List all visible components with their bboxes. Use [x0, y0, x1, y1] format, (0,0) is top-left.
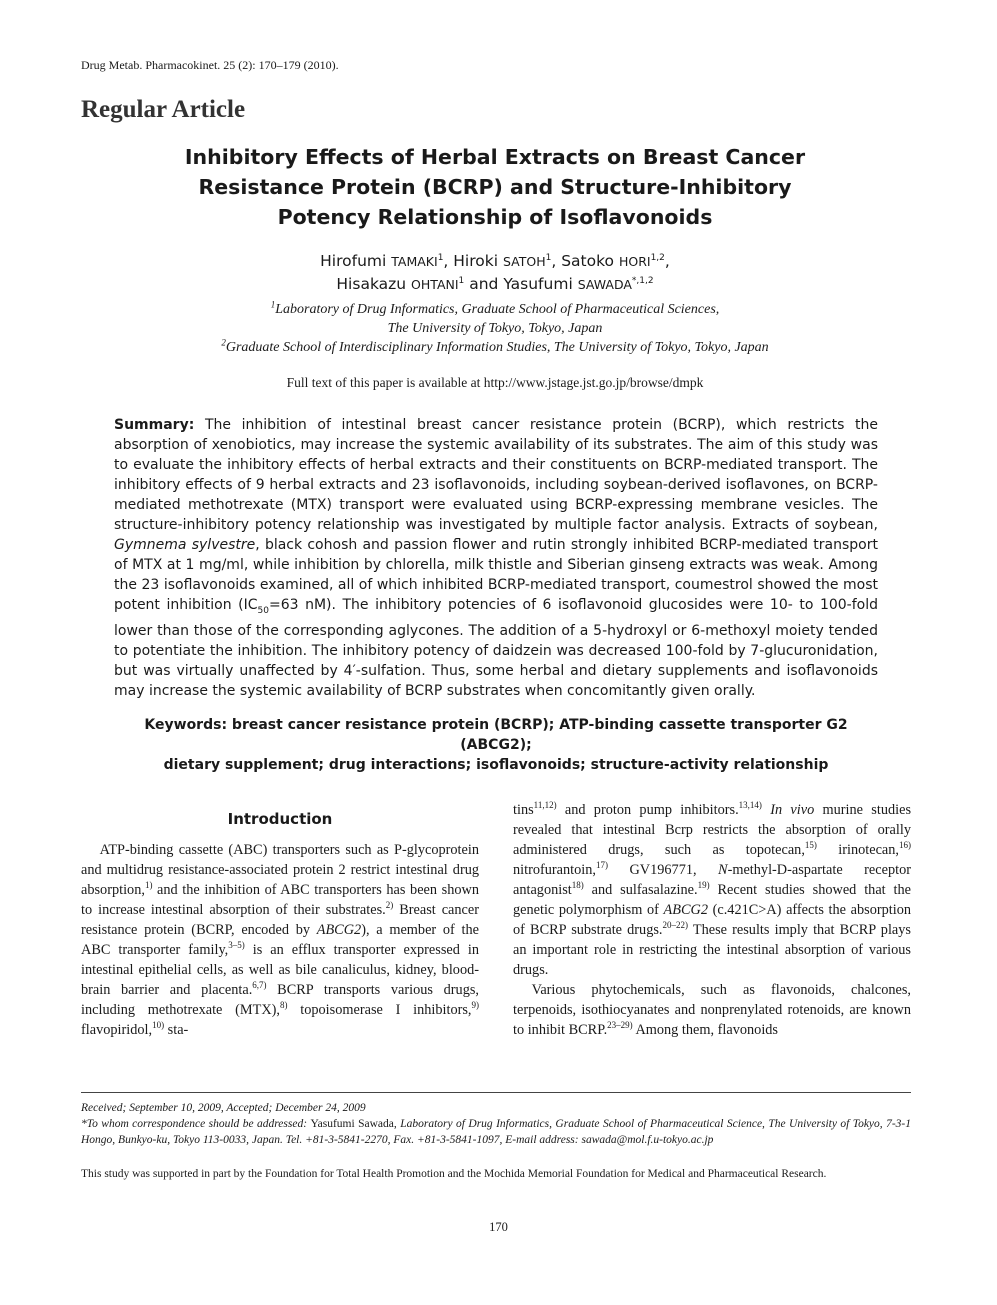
author-first-name: Hiroki: [453, 252, 499, 270]
keywords-line: dietary supplement; drug interactions; isoflavonoids; structure-activity relationship: [163, 757, 829, 773]
title-line: Resistance Protein (BCRP) and Structure-Inhibitory: [198, 175, 792, 199]
page-number: 170: [489, 1220, 508, 1234]
title-line: Inhibitory Effects of Herbal Extracts on Breast Cancer: [184, 145, 806, 169]
citation-ref: 9): [471, 1000, 479, 1011]
author-last-name: SAWADA: [577, 277, 632, 292]
correspondence-note: *To whom correspondence should be addressed: Yasufumi Sawada, Laboratory of Drug Informatics, Graduate School of Pharmaceutical Science, The University of Tokyo, 7-3-1 Hongo, Bunkyo-ku, Tokyo 113-0033, Japan. Tel. +81-3-5841-2270, Fax. +81-3-5841-1097, E-mail address: sawada@mol.f.u-tokyo.ac.jp: [81, 1118, 912, 1146]
author-affil-sup: 1: [545, 252, 552, 263]
citation-ref: 3–5): [228, 940, 245, 951]
citation-ref: 8): [280, 1000, 288, 1011]
summary-text: The inhibition of intestinal breast cancer resistance protein (BCRP), which restricts the absorption of xenobiotics, may increase the systemic availability of its substrates. The aim of this study was to evaluate the inhibitory effects of herbal extracts and their constituents on BCRP-mediated transport. The inhibitory effects of 9 herbal extracts and 23 isoflavonoids, including soybean-derived isoflavones, on BCRP-mediated methotrexate (MTX) transport were evaluated using BCRP-expressing membrane vesicles. The structure-inhibitory potency relationship was investigated by multiple factor analysis. Extracts of soybean,: [114, 417, 878, 533]
summary-label: Summary:: [114, 417, 195, 433]
citation-ref: 18): [571, 880, 584, 891]
summary-text: , black cohosh and passion flower and rutin strongly inhibited BCRP-mediated transport of MTX at 1 mg/ml, while inhibition by chlorella, milk thistle and Siberian ginseng extracts was weak. Among the 23 isoflavonoids examined, all of which inhibited BCRP-mediated transport, coumestrol showed the most potent inhibition (IC: [114, 537, 878, 613]
received-dates: Received; September 10, 2009, Accepted; December 24, 2009: [81, 1102, 366, 1114]
summary-text: =63 nM). The inhibitory potencies of 6 isoflavonoid glucosides were 10- to 100-fold lower than those of the corresponding aglycones. The addition of a 5-hydroxyl or 6-methoxyl moiety tended to potentiate the inhibition. The inhibitory potency of daidzein was decreased 100-fold by 7-glucuronidation, but was virtually unaffected by 4′-sulfation. Thus, some herbal and dietary supplements and isoflavonoids may increase the systemic availability of BCRP substrates when concomitantly given orally.: [114, 597, 878, 699]
funding-note: This study was supported in part by the Foundation for Total Health Promotion and the Mochida Memorial Foundation for Medical and Pharmaceutical Research.: [81, 1168, 827, 1180]
author-first-name: Hirofumi: [320, 252, 387, 270]
intro-paragraph: Various phytochemicals, such as flavonoids, chalcones, terpenoids, isothiocyanates and nonprenylated rotenoids, are known to inhibit BCRP.$^{23-29)}$ Among them, flavonoids: [513, 982, 911, 1038]
summary-species: Gymnema sylvestre: [114, 537, 256, 553]
author-affil-sup: 1: [458, 275, 465, 286]
correspondence-name: Yasufumi Sawada,: [310, 1118, 397, 1130]
author-list: Hirofumi TAMAKI$^1$, Hiroki SATOH$^1$, Satoko HORI$^{1,2}$, Hisakazu OHTANI$^1$ and Yasufumi $SAWADA^{*,1,2}$: [320, 252, 670, 293]
right-column: [513, 800, 911, 1040]
introduction-heading: Introduction: [227, 810, 333, 828]
affiliation-sup: 1: [270, 299, 276, 310]
full-text-note: Full text of this paper is available at http://www.jstage.jst.go.jp/browse/dmpk: [286, 375, 704, 390]
title-line: Potency Relationship of Isoflavonoids: [277, 205, 713, 229]
summary-abstract: [114, 415, 878, 701]
citation-ref: 2): [385, 900, 394, 911]
citation-ref: 10): [152, 1020, 165, 1031]
intro-paragraph-cont: tins$^{11,12)}$ and proton pump inhibitors.$^{13,14)}$ In vivo murine studies revealed that intestinal Bcrp restricts the absorption of orally administered drugs, such as topotecan,$^{15)}$ irinotecan,$^{16)}$ nitrofurantoin,$^{17)}$ GV196771, N-methyl-D-aspartate receptor antagonist$^{18)}$ and sulfasalazine.$^{19)}$ Recent studies showed that the genetic polymorphism of ABCG2 (c.421C>A) affects the absorption of BCRP substrate drugs.$^{20-22)}$ These results imply that BCRP plays an important role in restricting the intestinal absorption of various drugs.: [513, 800, 912, 978]
affiliation-sup: 2: [221, 337, 226, 348]
left-column: [81, 840, 479, 1040]
author-conjunction: and: [469, 275, 499, 293]
citation-ref: 20–22): [662, 920, 688, 931]
affiliation-line: Laboratory of Drug Informatics, Graduate School of Pharmaceutical Sciences,: [275, 302, 720, 317]
intro-paragraph: ATP-binding cassette (ABC) transporters such as P-glycoprotein and multidrug resistance-associated protein 2 restrict intestinal drug absorption,$^{1)}$ and the inhibition of ABC transporters has been shown to increase intestinal absorption of their substrates.$^{2)}$ Breast cancer resistance protein (BCRP, encoded by ABCG2), a member of the ABC transporter family,$^{3-5)}$ is an efflux transporter expressed in intestinal epithelial cells, as well as bile canaliculus, kidney, blood-brain barrier and placenta.$^{6,7)}$ BCRP transports various drugs, including methotrexate (MTX),$^{8)}$ topoisomerase I inhibitors,$^{9)}$ flavopiridol,$^{10)}$ sta-: [81, 842, 480, 1038]
article-title: [150, 142, 840, 232]
italic-n: N: [718, 862, 728, 878]
author-affil-sup: 1: [437, 252, 444, 263]
gene-name: ABCG2: [663, 902, 708, 918]
keywords-line: breast cancer resistance protein (BCRP); ATP-binding cassette transporter G2 (ABCG2);: [231, 717, 848, 753]
in-vivo-term: In vivo: [770, 802, 815, 818]
author-affil-sup: *,1,2: [631, 275, 654, 286]
citation-ref: 6,7): [252, 980, 267, 991]
author-affil-sup: 1,2: [650, 252, 665, 263]
citation-ref: 11,12): [533, 800, 557, 811]
author-first-name: Satoko: [561, 252, 615, 270]
citation-ref: 17): [595, 860, 608, 871]
keywords-block: [114, 715, 878, 775]
affiliation-line: Graduate School of Interdisciplinary Information Studies, The University of Tokyo, Tokyo, Japan: [225, 340, 769, 355]
author-last-name: OHTANI: [411, 277, 459, 292]
citation-ref: 13,14): [738, 800, 762, 811]
affiliation-line: The University of Tokyo, Tokyo, Japan: [387, 321, 603, 336]
citation-ref: 16): [898, 840, 911, 851]
citation-ref: 23–29): [607, 1020, 633, 1031]
author-first-name: Yasufumi: [503, 275, 573, 293]
author-last-name: TAMAKI: [391, 254, 438, 269]
citation-ref: 15): [804, 840, 817, 851]
author-last-name: HORI: [618, 254, 651, 269]
ic50-subscript: 50: [257, 605, 269, 616]
article-type-heading: Regular Article: [81, 96, 246, 123]
citation-ref: 19): [697, 880, 710, 891]
author-first-name: Hisakazu: [336, 275, 407, 293]
keywords-label: Keywords:: [144, 717, 228, 733]
citation-ref: 1): [144, 880, 153, 891]
author-last-name: SATOH: [502, 254, 546, 269]
gene-name: ABCG2: [316, 922, 362, 938]
journal-citation: Drug Metab. Pharmacokinet. 25 (2): 170–179 (2010).: [81, 58, 339, 72]
affiliations: [120, 300, 870, 357]
footnote-divider: [81, 1092, 911, 1093]
